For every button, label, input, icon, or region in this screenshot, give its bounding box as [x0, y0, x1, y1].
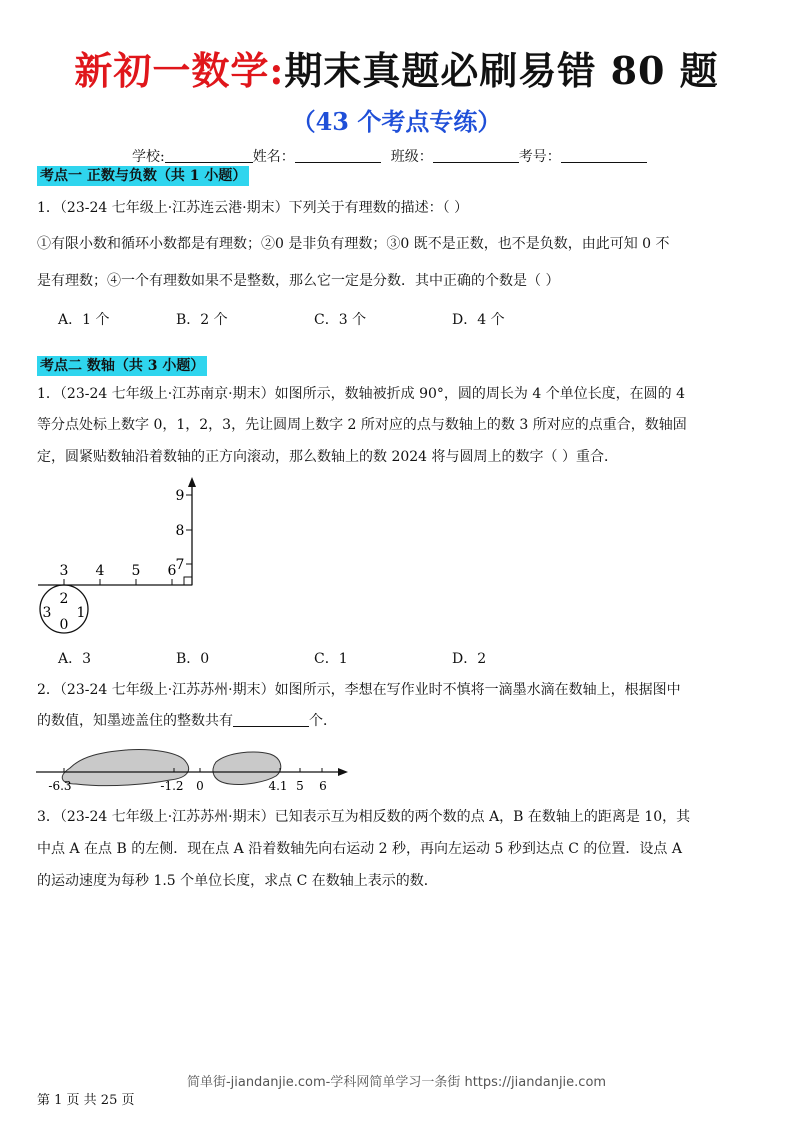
- h-tick-label: 4: [95, 563, 105, 579]
- tick-label: -1.2: [160, 779, 184, 793]
- s1-q1-line1: 1．（23-24 七年级上·江苏连云港·期末）下列关于有理数的描述：（ ）: [37, 200, 469, 216]
- page-title: [0, 40, 793, 95]
- title-part-red: 新初一数学:: [74, 48, 285, 93]
- h-tick-label: 5: [131, 563, 141, 579]
- s1-q1-line2: ①有限小数和循环小数都是有理数；②0 是非负有理数；③0 既不是正数，也不是负数，由此可知 0 不: [37, 236, 670, 252]
- s2-q3-line1: 3．（23-24 七年级上·江苏苏州·期末）已知表示互为相反数的两个数的点 A，B 在数轴上的距离是 10，其: [37, 809, 691, 825]
- s2-q1-option-c: C．1: [314, 651, 348, 667]
- s2-q2-line2: [37, 711, 337, 731]
- tick-label: 5: [296, 779, 304, 793]
- circle-label-top: 2: [59, 591, 69, 607]
- school-label: 学校:: [132, 149, 165, 165]
- s1-q1-line3: 是有理数；④一个有理数如果不是整数，那么它一定是分数．其中正确的个数是（ ）: [37, 273, 560, 289]
- h-tick-label: 6: [167, 563, 177, 579]
- v-tick-label: 7: [175, 557, 185, 573]
- number-line-arrow: [338, 768, 348, 776]
- s2-q2-line2-text: 的数值，知墨迹盖住的整数共有: [37, 713, 233, 729]
- s1-q1-option-b: B．2 个: [176, 312, 228, 328]
- exam-no-blank: [561, 148, 647, 163]
- s2-q2-answer-blank: [233, 712, 309, 727]
- s2-q1-option-d: D．2: [452, 651, 487, 667]
- class-blank: [433, 148, 519, 163]
- v-tick-label: 8: [175, 523, 185, 539]
- s2-q1-option-b: B．0: [176, 651, 210, 667]
- tick-label: 0: [196, 779, 204, 793]
- circle-label-right: 1: [76, 605, 86, 621]
- tick-label: 4.1: [268, 779, 288, 793]
- page-number: 第 1 页 共 25 页: [37, 1093, 135, 1108]
- class-label: 班级：: [390, 149, 433, 165]
- footer-site-link[interactable]: 简单街-jiandanjie.com-学科网简单学习一条街 https://jiandanjie.com: [186, 1075, 607, 1090]
- name-label: 姓名：: [252, 149, 295, 165]
- s1-q1-option-c: C．3 个: [314, 312, 367, 328]
- section-head-2: 考点二 数轴（共 3 小题）: [37, 356, 207, 376]
- s1-q1-option-d: D．4 个: [452, 312, 505, 328]
- tick-label: 6: [319, 779, 327, 793]
- vertical-axis-arrow: [188, 477, 196, 487]
- folded-number-line-figure: [30, 475, 210, 645]
- s2-q3-line2: 中点 A 在点 B 的左侧．现在点 A 沿着数轴先向右运动 2 秒，再向左运动 5 秒到达点 C 的位置．设点 A: [37, 841, 682, 857]
- s2-q3-line3: 的运动速度为每秒 1.5 个单位长度，求点 C 在数轴上表示的数．: [37, 873, 438, 889]
- s2-q1-line3: 定，圆紧贴数轴沿着数轴的正方向滚动，那么数轴上的数 2024 将与圆周上的数字（ ）重合．: [37, 449, 618, 465]
- s2-q1-line1: 1．（23-24 七年级上·江苏南京·期末）如图所示，数轴被折成 90°，圆的周长为 4 个单位长度，在圆的 4: [37, 386, 686, 402]
- title-part-black: 期末真题必刷易错 80 题: [284, 48, 719, 93]
- ink-blot-number-line-figure: [30, 740, 360, 798]
- page-subtitle: （43 个考点专练）: [291, 107, 502, 136]
- circle-label-left: 3: [42, 605, 52, 621]
- right-angle-mark: [184, 577, 192, 585]
- tick-label: -6.3: [48, 779, 72, 793]
- h-tick-label: 3: [59, 563, 69, 579]
- s2-q2-line1: 2．（23-24 七年级上·江苏苏州·期末）如图所示，李想在写作业时不慎将一滴墨水滴在数轴上，根据图中: [37, 682, 681, 698]
- circle-label-bottom: 0: [59, 617, 69, 633]
- student-info-row: [132, 146, 647, 166]
- s2-q1-line2: 等分点处标上数字 0，1，2，3，先让圆周上数字 2 所对应的点与数轴上的数 3 所对应的点重合，数轴固: [37, 417, 687, 433]
- s2-q2-line2-end: 个．: [309, 713, 337, 729]
- s1-q1-option-a: A．1 个: [58, 312, 110, 328]
- v-tick-label: 9: [175, 488, 185, 504]
- name-blank: [295, 148, 381, 163]
- school-blank: [165, 148, 253, 163]
- exam-no-label: 考号：: [518, 149, 561, 165]
- s2-q1-option-a: A．3: [58, 651, 92, 667]
- section-head-1: 考点一 正数与负数（共 1 小题）: [37, 166, 249, 186]
